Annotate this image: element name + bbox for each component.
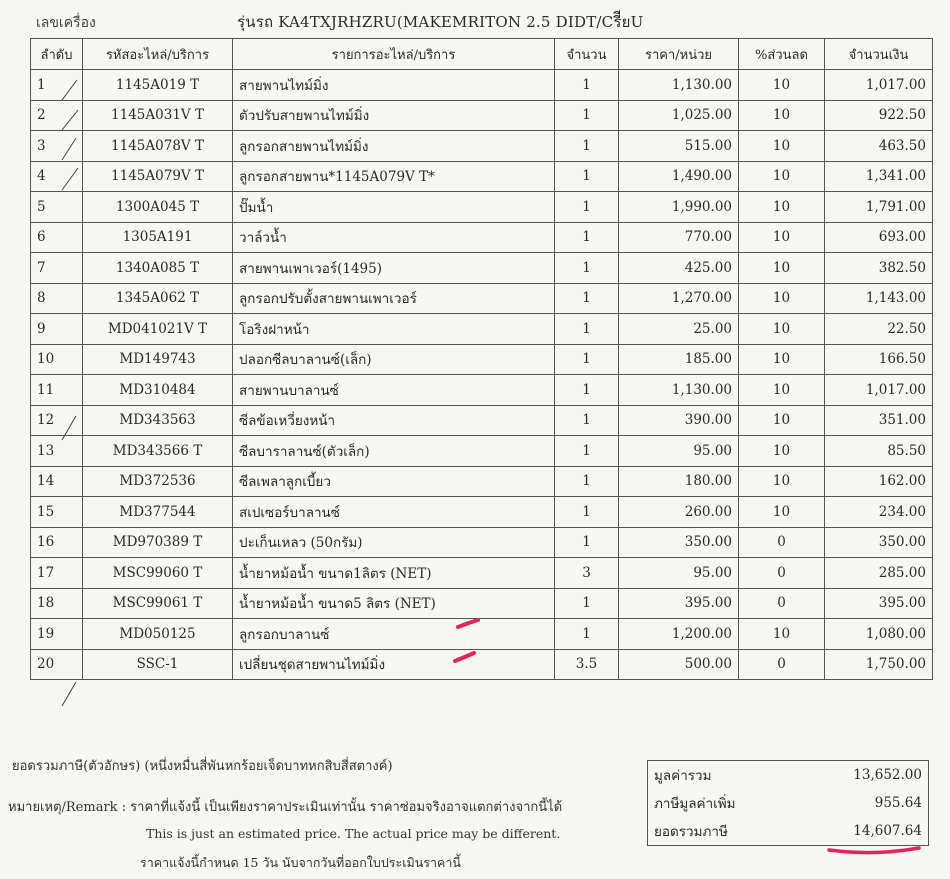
table-header-row — [31, 39, 933, 70]
quantity: 1 — [555, 497, 619, 528]
table-row — [31, 222, 933, 253]
line-amount: 285.00 — [825, 558, 933, 589]
part-code: 1145A078V T — [83, 131, 233, 162]
discount-percent: 10 — [739, 70, 825, 101]
line-amount: 922.50 — [825, 100, 933, 131]
table-row — [31, 405, 933, 436]
discount-percent: 10 — [739, 161, 825, 192]
col-header-amount: จำนวนเงิน — [825, 39, 933, 70]
row-number: 19 — [31, 619, 83, 650]
unit-price: 1,130.00 — [619, 70, 739, 101]
item-description: ซีลบาราลานซ์(ตัวเล็ก) — [233, 436, 555, 467]
item-description: ลูกรอกสายพานไทม์มิ่ง — [233, 131, 555, 162]
row-number: 2 — [31, 100, 83, 131]
part-code: MSC99060 T — [83, 558, 233, 589]
unit-price: 95.00 — [619, 558, 739, 589]
pen-slash-mark — [62, 168, 78, 190]
vat-value: 955.64 — [874, 795, 922, 811]
line-amount: 350.00 — [825, 527, 933, 558]
unit-price: 395.00 — [619, 588, 739, 619]
table-row — [31, 314, 933, 345]
quantity: 1 — [555, 100, 619, 131]
table-row — [31, 497, 933, 528]
row-number: 4 — [31, 161, 83, 192]
quantity: 1 — [555, 405, 619, 436]
total-in-words: ยอดรวมภาษี(ตัวอักษร) (หนึ่งหมื่นสี่พันหกร้อยเจ็ดบาทหกสิบสี่สตางค์) — [12, 759, 393, 774]
discount-percent: 10 — [739, 466, 825, 497]
discount-percent: 10 — [739, 436, 825, 467]
quantity: 1 — [555, 375, 619, 406]
totals-row-subtotal — [648, 761, 929, 790]
quantity: 1 — [555, 527, 619, 558]
pink-pen-mark-row18 — [455, 653, 474, 661]
pen-slash-mark — [62, 138, 76, 160]
discount-percent: 10 — [739, 283, 825, 314]
totals-box — [647, 760, 929, 846]
col-header-code: รหัสอะไหล่/บริการ — [83, 39, 233, 70]
item-description: สายพานบาลานซ์ — [233, 375, 555, 406]
quantity: 1 — [555, 466, 619, 497]
col-header-discount: %ส่วนลด — [739, 39, 825, 70]
line-amount: 395.00 — [825, 588, 933, 619]
part-code: MD310484 — [83, 375, 233, 406]
line-amount: 1,143.00 — [825, 283, 933, 314]
row-number: 20 — [31, 649, 83, 680]
quantity: 1 — [555, 131, 619, 162]
quantity: 1 — [555, 70, 619, 101]
pen-slash-mark — [62, 80, 77, 100]
item-description: น้ำยาหม้อน้ำ ขนาด5 ลิตร (NET) — [233, 588, 555, 619]
unit-price: 95.00 — [619, 436, 739, 467]
table-row — [31, 588, 933, 619]
quantity: 1 — [555, 619, 619, 650]
discount-percent: 10 — [739, 131, 825, 162]
line-amount: 1,080.00 — [825, 619, 933, 650]
line-amount: 1,750.00 — [825, 649, 933, 680]
unit-price: 1,990.00 — [619, 192, 739, 223]
machine-number-label: เลขเครื่อง — [36, 15, 96, 31]
unit-price: 185.00 — [619, 344, 739, 375]
row-number: 11 — [31, 375, 83, 406]
line-amount: 162.00 — [825, 466, 933, 497]
part-code: 1145A079V T — [83, 161, 233, 192]
part-code: 1300A045 T — [83, 192, 233, 223]
part-code: MD149743 — [83, 344, 233, 375]
quantity: 1 — [555, 436, 619, 467]
unit-price: 1,025.00 — [619, 100, 739, 131]
vehicle-model: รุ่นรถ KA4TXJRHZRU(MAKEMRITON 2.5 DIDT/CรีียU — [237, 13, 644, 31]
part-code: MSC99061 T — [83, 588, 233, 619]
pen-slash-marks — [30, 68, 90, 718]
item-description: โอริงฝาหน้า — [233, 314, 555, 345]
grand-total-label: ยอดรวมภาษี — [654, 824, 728, 840]
table-row — [31, 558, 933, 589]
part-code: 1340A085 T — [83, 253, 233, 284]
subtotal-label: มูลค่ารวม — [654, 768, 712, 784]
line-amount: 85.50 — [825, 436, 933, 467]
part-code: MD343563 — [83, 405, 233, 436]
line-amount: 1,791.00 — [825, 192, 933, 223]
pink-underline-mark — [825, 842, 925, 858]
row-number: 12 — [31, 405, 83, 436]
estimate-table — [30, 38, 933, 680]
row-number: 17 — [31, 558, 83, 589]
unit-price: 390.00 — [619, 405, 739, 436]
row-number: 6 — [31, 222, 83, 253]
table-row — [31, 192, 933, 223]
part-code: 1305A191 — [83, 222, 233, 253]
part-code: 1345A062 T — [83, 283, 233, 314]
table-row — [31, 161, 933, 192]
item-description: สายพานเพาเวอร์(1495) — [233, 253, 555, 284]
row-number: 9 — [31, 314, 83, 345]
row-number: 15 — [31, 497, 83, 528]
part-code: 1145A031V T — [83, 100, 233, 131]
vat-label: ภาษีมูลค่าเพิ่ม — [654, 796, 736, 812]
discount-percent: 10 — [739, 405, 825, 436]
item-description: สายพานไทม์มิ่ง — [233, 70, 555, 101]
discount-percent: 0 — [739, 588, 825, 619]
item-description: ซีลเพลาลูกเบี้ยว — [233, 466, 555, 497]
table-row — [31, 466, 933, 497]
discount-percent: 10 — [739, 314, 825, 345]
english-note: This is just an estimated price. The actual price may be different. — [146, 826, 561, 841]
row-number: 5 — [31, 192, 83, 223]
item-description: ปั๊มน้ำ — [233, 192, 555, 223]
row-number: 8 — [31, 283, 83, 314]
pink-pen-mark-row17 — [458, 620, 478, 627]
line-amount: 351.00 — [825, 405, 933, 436]
unit-price: 1,270.00 — [619, 283, 739, 314]
col-header-desc: รายการอะไหล่/บริการ — [233, 39, 555, 70]
part-code: MD970389 T — [83, 527, 233, 558]
document-header — [22, 8, 922, 30]
item-description: ลูกรอกบาลานซ์ — [233, 619, 555, 650]
line-amount: 1,341.00 — [825, 161, 933, 192]
unit-price: 515.00 — [619, 131, 739, 162]
quantity: 1 — [555, 344, 619, 375]
grand-total-value: 14,607.64 — [853, 823, 922, 839]
discount-percent: 0 — [739, 649, 825, 680]
item-description: วาล์วน้ำ — [233, 222, 555, 253]
totals-row-vat — [648, 789, 929, 817]
remark-text: หมายเหตุ/Remark : ราคาที่แจ้งนี้ เป็นเพียงราคาประเมินเท่านั้น ราคาซ่อมจริงอาจแตกต่างจากนี้ได้ — [8, 800, 563, 815]
table-row — [31, 436, 933, 467]
unit-price: 180.00 — [619, 466, 739, 497]
part-code: MD343566 T — [83, 436, 233, 467]
quantity: 1 — [555, 314, 619, 345]
table-row — [31, 527, 933, 558]
pen-slash-mark — [62, 110, 78, 130]
unit-price: 350.00 — [619, 527, 739, 558]
pink-highlight-marks — [450, 615, 490, 665]
item-description: ซีลข้อเหวี่ยงหน้า — [233, 405, 555, 436]
row-number: 16 — [31, 527, 83, 558]
validity-note: ราคาแจ้งนี้กำหนด 15 วัน นับจากวันที่ออกใบประเมินราคานี้ — [140, 855, 461, 870]
row-number: 18 — [31, 588, 83, 619]
quantity: 1 — [555, 192, 619, 223]
col-header-price: ราคา/หน่วย — [619, 39, 739, 70]
item-description: สเปเซอร์บาลานซ์ — [233, 497, 555, 528]
quantity: 1 — [555, 222, 619, 253]
row-number: 1 — [31, 70, 83, 101]
pen-slash-mark — [62, 682, 76, 706]
row-number: 13 — [31, 436, 83, 467]
row-number: 10 — [31, 344, 83, 375]
unit-price: 260.00 — [619, 497, 739, 528]
table-row — [31, 100, 933, 131]
col-header-no: ลำดับ — [31, 39, 83, 70]
unit-price: 1,200.00 — [619, 619, 739, 650]
pen-slash-mark — [62, 416, 76, 440]
discount-percent: 0 — [739, 558, 825, 589]
discount-percent: 10 — [739, 222, 825, 253]
col-header-qty: จำนวน — [555, 39, 619, 70]
unit-price: 1,130.00 — [619, 375, 739, 406]
row-number: 7 — [31, 253, 83, 284]
table-row — [31, 344, 933, 375]
item-description: ปะเก็นเหลว (50กรัม) — [233, 527, 555, 558]
item-description: ลูกรอกสายพาน*1145A079V T* — [233, 161, 555, 192]
line-amount: 1,017.00 — [825, 375, 933, 406]
item-description: เปลี่ยนชุดสายพานไทม์มิ่ง — [233, 649, 555, 680]
item-description: ตัวปรับสายพานไทม์มิ่ง — [233, 100, 555, 131]
part-code: MD050125 — [83, 619, 233, 650]
line-amount: 234.00 — [825, 497, 933, 528]
part-code: 1145A019 T — [83, 70, 233, 101]
subtotal-value: 13,652.00 — [853, 767, 922, 783]
discount-percent: 10 — [739, 344, 825, 375]
table-row — [31, 253, 933, 284]
quantity: 1 — [555, 253, 619, 284]
unit-price: 25.00 — [619, 314, 739, 345]
item-description: ลูกรอกปรับตั้งสายพานเพาเวอร์ — [233, 283, 555, 314]
line-amount: 693.00 — [825, 222, 933, 253]
quantity: 1 — [555, 283, 619, 314]
line-amount: 22.50 — [825, 314, 933, 345]
quantity: 1 — [555, 588, 619, 619]
item-description: ปลอกซีลบาลานซ์(เล็ก) — [233, 344, 555, 375]
table-row — [31, 131, 933, 162]
quantity: 1 — [555, 161, 619, 192]
item-description: น้ำยาหม้อน้ำ ขนาด1ลิตร (NET) — [233, 558, 555, 589]
part-code: SSC-1 — [83, 649, 233, 680]
table-row — [31, 375, 933, 406]
discount-percent: 0 — [739, 527, 825, 558]
unit-price: 1,490.00 — [619, 161, 739, 192]
row-number: 3 — [31, 131, 83, 162]
row-number: 14 — [31, 466, 83, 497]
table-row — [31, 70, 933, 101]
quantity: 3 — [555, 558, 619, 589]
line-amount: 463.50 — [825, 131, 933, 162]
unit-price: 500.00 — [619, 649, 739, 680]
line-amount: 1,017.00 — [825, 70, 933, 101]
unit-price: 425.00 — [619, 253, 739, 284]
part-code: MD377544 — [83, 497, 233, 528]
discount-percent: 10 — [739, 192, 825, 223]
table-row — [31, 283, 933, 314]
discount-percent: 10 — [739, 619, 825, 650]
discount-percent: 10 — [739, 100, 825, 131]
unit-price: 770.00 — [619, 222, 739, 253]
discount-percent: 10 — [739, 253, 825, 284]
part-code: MD372536 — [83, 466, 233, 497]
line-amount: 166.50 — [825, 344, 933, 375]
discount-percent: 10 — [739, 375, 825, 406]
line-amount: 382.50 — [825, 253, 933, 284]
discount-percent: 10 — [739, 497, 825, 528]
part-code: MD041021V T — [83, 314, 233, 345]
quantity: 3.5 — [555, 649, 619, 680]
